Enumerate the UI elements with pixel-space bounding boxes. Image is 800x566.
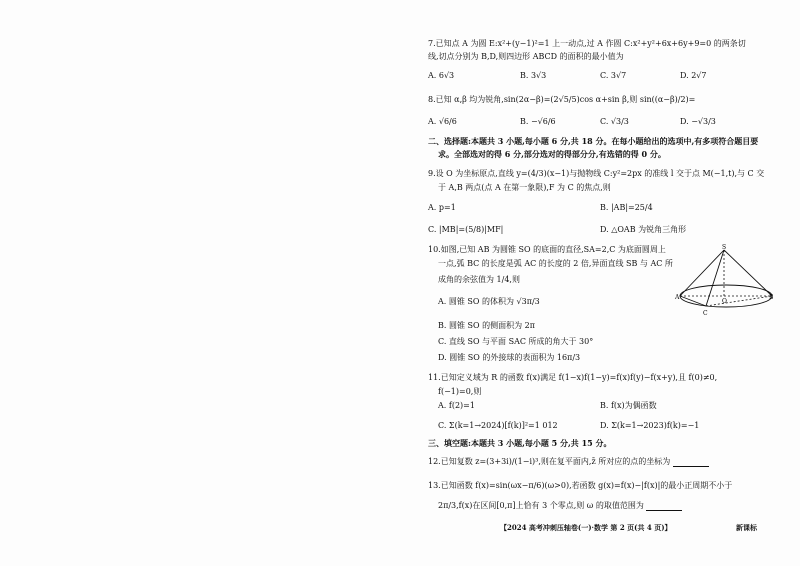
q13-answer-blank: [646, 502, 682, 511]
q13-stem-line2: [438, 500, 682, 511]
cone-figure: [676, 244, 776, 322]
q7-stem-line2: 线,切点分别为 B,D,则四边形 ABCD 的面积的最小值为: [428, 52, 624, 61]
section2-heading-line1: 二、选择题:本题共 3 小题,每小题 6 分,共 18 分。在每小题给出的选项中,有多项符合题目要: [428, 136, 759, 146]
q11-option-c: C. Σ(k=1→2024)[f(k)]²=1 012: [438, 421, 558, 430]
q13-stem-line1: 13.已知函数 f(x)=sin(ωx−π/6)(ω>0),若函数 g(x)=f(x)−|f(x)|的最小正周期不小于: [428, 481, 733, 490]
q10-stem-line3: 成角的余弦值为 1/4,则: [438, 275, 520, 284]
section3-heading: 三、填空题:本题共 3 小题,每小题 5 分,共 15 分。: [428, 438, 612, 448]
q12-answer-blank: [673, 458, 709, 467]
q11-option-a: A. f(2)=1: [438, 401, 475, 410]
q8-option-c: C. √3/3: [600, 117, 629, 126]
q9-option-d: D. △OAB 为锐角三角形: [600, 225, 687, 234]
q10-stem-line1: 10.如图,已知 AB 为圆锥 SO 的底面的直径,SA=2,C 为底面圆周上: [428, 245, 666, 254]
curriculum-label: 新课标: [736, 523, 757, 532]
q10-option-b: B. 圆锥 SO 的侧面积为 2π: [438, 321, 535, 330]
q9-option-b: B. |AB|=25/4: [600, 203, 653, 212]
cone-edge-sa: [680, 250, 724, 296]
cone-label-b: B: [769, 294, 774, 301]
q9-option-a: A. p=1: [428, 203, 456, 212]
q13-text: 2π/3,f(x)在区间[0,π]上恰有 3 个零点,则 ω 的取值范围为: [438, 501, 644, 510]
q8-option-d: D. −√3/3: [680, 117, 716, 126]
q8-stem-line1: 8.已知 α,β 均为锐角,sin(2α−β)=(2√5/5)cos α+sin β,则 sin((α−β)/2)=: [428, 95, 696, 104]
q9-stem-line1: 9.设 O 为坐标原点,直线 y=(4/3)(x−1)与抛物线 C:y²=2px 的准线 l 交于点 M(−1,t),与 C 交: [428, 169, 765, 178]
cone-edge-sb: [724, 250, 772, 296]
q10-stem-line2: 一点,弧 BC 的长度是弧 AC 的长度的 2 倍,异面直线 SB 与 AC 所: [438, 259, 673, 268]
q7-option-d: D. 2√7: [680, 71, 707, 80]
q8-option-a: A. √6/6: [428, 117, 457, 126]
cone-label-a: A: [675, 294, 680, 301]
q10-option-c: C. 直线 SO 与平面 SAC 所成的角大于 30°: [438, 337, 594, 346]
q11-stem-line1: 11.已知定义域为 R 的函数 f(x)满足 f(1−x)f(1−y)=f(x)f(y)−f(x+y),且 f(0)≠0,: [428, 373, 718, 382]
cone-label-s: S: [722, 244, 727, 251]
q11-option-b: B. f(x)为偶函数: [600, 401, 657, 410]
q12-stem: [428, 456, 709, 467]
section2-heading-line2: 求。全部选对的得 6 分,部分选对的得部分分,有选错的得 0 分。: [438, 149, 666, 159]
cone-label-c: C: [703, 310, 708, 317]
cone-label-o: O: [722, 298, 727, 305]
q10-option-a: A. 圆锥 SO 的体积为 √3π/3: [438, 297, 540, 306]
page-footer: 【2024 高考冲刺压轴卷(一)·数学 第 2 页(共 4 页)】: [500, 523, 672, 532]
q12-text: 12.已知复数 z=(3+3i)/(1−i)³,则在复平面内,z̄ 所对应的点的坐标为: [428, 457, 671, 466]
q7-stem-line1: 7.已知点 A 为圆 E:x²+(y−1)²=1 上一动点,过 A 作圆 C:x²+y²+6x+6y+9=0 的两条切: [428, 39, 746, 48]
q9-stem-line2: 于 A,B 两点(点 A 在第一象限),F 为 C 的焦点,则: [438, 183, 611, 192]
q7-option-c: C. 3√7: [600, 71, 627, 80]
q10-option-d: D. 圆锥 SO 的外接球的表面积为 16π/3: [438, 353, 581, 362]
q7-option-b: B. 3√3: [520, 71, 547, 80]
q9-option-c: C. |MB|=(5/8)|MF|: [428, 225, 504, 234]
q8-option-b: B. −√6/6: [520, 117, 556, 126]
q11-stem-line2: f(−1)=0,则: [438, 387, 482, 396]
q7-option-a: A. 6√3: [428, 71, 455, 80]
q11-option-d: D. Σ(k=1→2023)f(k)=−1: [600, 421, 700, 430]
cone-chord-bc: [706, 296, 772, 306]
